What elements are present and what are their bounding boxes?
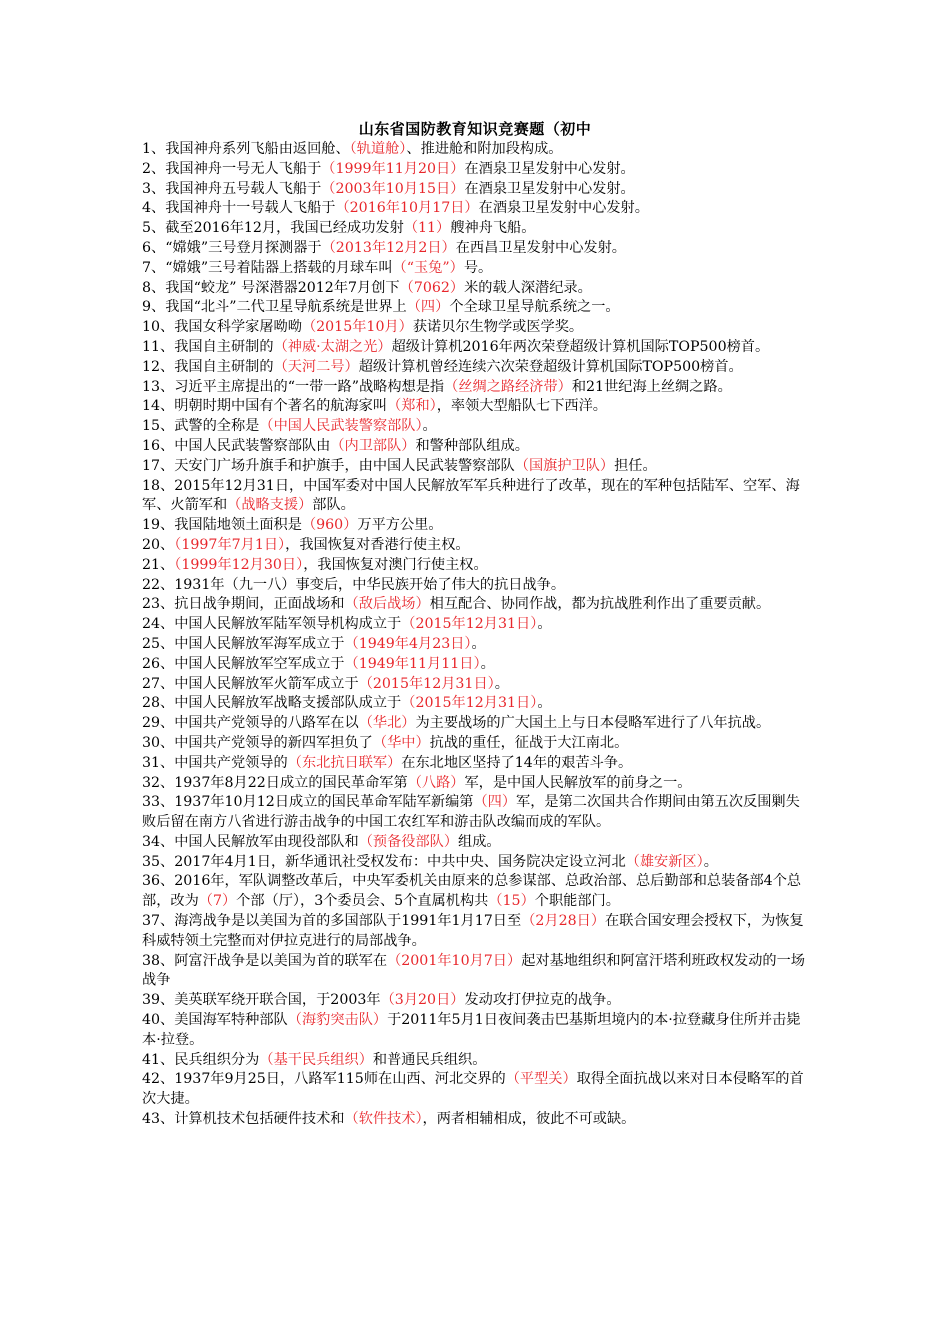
- question-item: [142, 774, 810, 794]
- answer-text: （四）: [473, 794, 517, 811]
- question-text: 组成。: [458, 833, 501, 850]
- question-item: [142, 1110, 810, 1130]
- question-text: 在酒泉卫星发射中心发射。: [478, 200, 649, 217]
- question-text: 26、中国人民解放军空军成立于: [142, 655, 345, 672]
- question-text: 11、我国自主研制的: [142, 338, 274, 355]
- answer-text: （海豹突击队）: [287, 1012, 388, 1029]
- answer-text: （15）: [488, 893, 535, 910]
- answer-text: （神威·太湖之光）: [273, 338, 392, 355]
- question-item: [142, 516, 810, 536]
- question-item: [142, 793, 810, 833]
- question-item: [142, 239, 810, 259]
- question-item: [142, 734, 810, 754]
- question-text: ，两者相辅相成，彼此不可或缺。: [422, 1111, 636, 1128]
- question-text: 43、计算机技术包括硬件技术和: [142, 1111, 345, 1128]
- question-text: 14、明朝时期中国有个著名的航海家叫: [142, 398, 388, 415]
- answer-text: （2013年12月2日）: [321, 239, 456, 256]
- question-text: 27、中国人民解放军火箭军成立于: [142, 675, 359, 692]
- question-item: [142, 595, 810, 615]
- question-item: [142, 378, 810, 398]
- answer-text: （敌后战场）: [344, 596, 430, 613]
- question-text: 在联合国安理会授权下，为恢复科威特领土完整而对伊拉克进行的局部战争。: [142, 913, 804, 949]
- question-text: 16、中国人民武装警察部队由: [142, 437, 331, 454]
- question-item: [142, 477, 810, 517]
- question-text: 20、: [142, 536, 175, 553]
- answer-text: （丝绸之路经济带）: [444, 378, 572, 395]
- question-item: [142, 259, 810, 279]
- question-item: [142, 457, 810, 477]
- question-text: 1、我国神舟系列飞船由返回舱、: [142, 141, 350, 157]
- question-text: 号。: [463, 259, 493, 276]
- question-text: 8、我国“蛟龙” 号深潜器2012年7月创下: [142, 279, 400, 296]
- question-text: 军，是第二次国共合作期间由第五次反围剿失败后留在南方八省进行游击战争的中国工农红军和游击队改编而成的军队。: [142, 794, 800, 831]
- answer-text: （1949年11月11日）: [344, 655, 481, 672]
- question-item: [142, 437, 810, 457]
- question-text: 。: [703, 853, 718, 870]
- question-text: 13、习近平主席提出的“一带一路”战略构想是指: [142, 378, 445, 395]
- question-item: [142, 279, 810, 299]
- question-item: [142, 417, 810, 437]
- question-item: [142, 754, 810, 774]
- answer-text: （郑和）: [387, 398, 437, 415]
- question-text: 于2011年5月1日夜间袭击巴基斯坦境内的本·拉登藏身住所并击毙本·拉登。: [142, 1012, 801, 1048]
- question-item: [142, 1070, 810, 1110]
- document-title: 山东省国防教育知识竞赛题（初中: [358, 120, 592, 138]
- answer-text: （11）: [403, 220, 451, 237]
- question-item: [142, 140, 810, 160]
- question-item: [142, 991, 810, 1011]
- question-text: 22、1931年（九一八）事变后，中华民族开始了伟大的抗日战争。: [142, 576, 566, 593]
- question-text: 39、美英联军绕开联合国，于2003年: [142, 992, 381, 1009]
- question-text: 6、“嫦娥”三号登月探测器于: [142, 239, 322, 256]
- question-item: [142, 714, 810, 734]
- question-item: [142, 872, 810, 912]
- question-text: 和警种部队组成。: [415, 437, 529, 454]
- answer-text: （软件技术）: [344, 1111, 423, 1128]
- question-text: ，我国恢复对香港行使主权。: [285, 536, 470, 553]
- question-text: 5、截至2016年12月，我国已经成功发射: [142, 220, 404, 237]
- question-text: 24、中国人民解放军陆军领导机构成立于: [142, 616, 402, 633]
- answer-text: （八路）: [407, 774, 465, 791]
- question-text: 7、“嫦娥”三号着陆器上搭载的月球车叫: [142, 259, 393, 276]
- question-text: 个职能部门。: [534, 893, 620, 910]
- question-item: [142, 694, 810, 714]
- question-text: 34、中国人民解放军由现役部队和: [142, 833, 359, 850]
- question-text: 41、民兵组织分为: [142, 1051, 260, 1068]
- question-text: ，我国恢复对澳门行使主权。: [303, 556, 488, 573]
- question-text: 15、武警的全称是: [142, 418, 260, 435]
- question-item: [142, 833, 810, 853]
- answer-text: （2001年10月7日）: [387, 952, 522, 969]
- question-text: 在东北地区坚持了14年的艰苦斗争。: [401, 754, 633, 771]
- question-item: [142, 952, 810, 992]
- answer-text: （7062）: [399, 279, 465, 296]
- answer-text: （平型关）: [505, 1071, 577, 1088]
- question-text: 17、天安门广场升旗手和护旗手，由中国人民武装警察部队: [142, 457, 515, 474]
- answer-text: （轨道舱）: [349, 141, 407, 157]
- question-text: 2、我国神舟一号无人飞船于: [142, 160, 322, 177]
- question-text: 米的载人深潜纪录。: [464, 279, 592, 296]
- question-list: [142, 140, 810, 1130]
- question-text: 在酒泉卫星发射中心发射。: [464, 180, 635, 197]
- answer-text: （战略支援）: [227, 497, 313, 514]
- answer-text: （四）: [406, 299, 450, 316]
- question-text: 4、我国神舟十一号载人飞船于: [142, 200, 336, 217]
- question-text: 40、美国海军特种部队: [142, 1012, 288, 1029]
- question-item: [142, 180, 810, 200]
- answer-text: （“玉兔”）: [392, 259, 464, 276]
- question-item: [142, 338, 810, 358]
- answer-text: （2月28日）: [521, 913, 606, 930]
- question-item: [142, 199, 810, 219]
- question-text: 35、2017年4月1日，新华通讯社受权发布：中共中央、国务院决定设立河北: [142, 853, 626, 870]
- question-text: 。: [471, 635, 486, 652]
- question-text: 。: [422, 418, 437, 435]
- question-item: [142, 358, 810, 378]
- question-text: 32、1937年8月22日成立的国民革命军第: [142, 774, 408, 791]
- question-text: 9、我国“北斗”二代卫星导航系统是世界上: [142, 299, 407, 316]
- question-text: 超级计算机曾经连续六次荣登超级计算机国际TOP500榜首。: [358, 358, 743, 375]
- question-text: 在西昌卫星发射中心发射。: [455, 239, 626, 256]
- question-text: 。: [537, 695, 552, 712]
- question-text: 33、1937年10月12日成立的国民革命军陆军新编第: [142, 794, 474, 811]
- answer-text: （2015年10月）: [301, 319, 413, 336]
- question-text: 个部（厅），3个委员会、5个直属机构共: [236, 893, 489, 910]
- question-text: 30、中国共产党领导的新四军担负了: [142, 734, 373, 751]
- answer-text: （960）: [301, 517, 358, 534]
- question-text: 37、海湾战争是以美国为首的多国部队于1991年1月17日至: [142, 913, 522, 930]
- question-text: ，率领大型船队七下西洋。: [436, 398, 607, 415]
- question-text: 担任。: [614, 457, 657, 474]
- answer-text: （2015年12月31日）: [358, 675, 495, 692]
- question-item: [142, 635, 810, 655]
- answer-text: （华北）: [358, 715, 416, 732]
- question-text: 。: [494, 675, 509, 692]
- question-text: 3、我国神舟五号载人飞船于: [142, 180, 322, 197]
- question-text: 42、1937年9月25日，八路军115师在山西、河北交界的: [142, 1071, 506, 1088]
- question-item: [142, 615, 810, 635]
- question-text: 起对基地组织和阿富汗塔利班政权发动的一场战争: [142, 952, 805, 989]
- answer-text: （2015年12月31日）: [401, 695, 538, 712]
- answer-text: （国旗护卫队）: [514, 457, 615, 474]
- answer-text: （内卫部队）: [330, 437, 416, 454]
- answer-text: （中国人民武装警察部队）: [259, 418, 423, 435]
- question-text: 10、我国女科学家屠呦呦: [142, 319, 302, 336]
- answer-text: （2015年12月31日）: [401, 616, 538, 633]
- question-item: [142, 675, 810, 695]
- answer-text: （1997年7月1日）: [174, 536, 286, 553]
- question-text: 发动攻打伊拉克的战争。: [464, 992, 621, 1009]
- question-item: [142, 556, 810, 576]
- answer-text: （2016年10月17日）: [335, 200, 479, 217]
- question-item: [142, 576, 810, 596]
- question-text: 艘神舟飞船。: [450, 220, 536, 237]
- question-text: 个全球卫星导航系统之一。: [449, 299, 620, 316]
- question-item: [142, 318, 810, 338]
- question-text: 获诺贝尔生物学或医学奖。: [412, 319, 584, 336]
- question-text: 相互配合、协同作战，都为抗战胜利作出了重要贡献。: [429, 596, 771, 613]
- question-text: 万平方公里。: [357, 517, 443, 534]
- question-item: [142, 912, 810, 952]
- question-text: 和21世纪海上丝绸之路。: [571, 378, 732, 395]
- answer-text: （预备役部队）: [358, 833, 459, 850]
- question-text: 军，是中国人民解放军的前身之一。: [464, 774, 692, 791]
- question-text: 19、我国陆地领土面积是: [142, 517, 302, 534]
- question-text: 29、中国共产党领导的八路军在以: [142, 715, 359, 732]
- answer-text: （华中）: [372, 734, 430, 751]
- answer-text: （东北抗日联军）: [287, 754, 402, 771]
- question-text: 。: [480, 655, 495, 672]
- answer-text: （2003年10月15日）: [321, 180, 465, 197]
- question-item: [142, 655, 810, 675]
- question-item: [142, 219, 810, 239]
- answer-text: （天河二号）: [273, 358, 359, 375]
- question-text: 21、: [142, 556, 175, 573]
- question-text: 为主要战场的广大国土上与日本侵略军进行了八年抗战。: [415, 715, 771, 732]
- answer-text: （3月20日）: [380, 992, 465, 1009]
- answer-text: （1999年12月30日）: [174, 556, 304, 573]
- question-text: 28、中国人民解放军战略支援部队成立于: [142, 695, 402, 712]
- question-text: 抗战的重任，征战于大江南北。: [429, 734, 629, 751]
- question-text: 25、中国人民解放军海军成立于: [142, 635, 345, 652]
- question-item: [142, 1011, 810, 1051]
- question-text: 和普通民兵组织。: [372, 1051, 487, 1068]
- question-item: [142, 853, 810, 873]
- answer-text: （1999年11月20日）: [321, 160, 465, 177]
- question-text: 在酒泉卫星发射中心发射。: [464, 160, 635, 177]
- question-text: 。: [537, 616, 552, 633]
- question-text: 36、2016年，军队调整改革后，中央军委机关由原来的总参谋部、总政治部、总后勤部和总装备部4个总部，改为: [142, 873, 802, 910]
- question-text: 、推进舱和附加段构成。: [406, 141, 563, 157]
- question-item: [142, 298, 810, 318]
- question-text: 12、我国自主研制的: [142, 358, 274, 375]
- question-text: 超级计算机2016年两次荣登超级计算机国际TOP500榜首。: [391, 338, 770, 355]
- question-text: 23、抗日战争期间，正面战场和: [142, 596, 345, 613]
- answer-text: （7）: [198, 893, 237, 910]
- question-text: 18、2015年12月31日，中国军委对中国人民解放军军兵种进行了改革，现在的军种包括陆军、空军、海军、火箭军和: [142, 477, 800, 514]
- question-item: [142, 397, 810, 417]
- question-text: 部队。: [312, 497, 355, 514]
- answer-text: （1949年4月23日）: [344, 635, 472, 652]
- answer-text: （基干民兵组织）: [259, 1051, 373, 1068]
- question-text: 38、阿富汗战争是以美国为首的联军在: [142, 952, 388, 969]
- question-item: [142, 160, 810, 180]
- question-text: 取得全面抗战以来对日本侵略军的首次大捷。: [142, 1071, 804, 1108]
- question-item: [142, 536, 810, 556]
- question-text: 31、中国共产党领导的: [142, 754, 288, 771]
- answer-text: （雄安新区）: [625, 853, 704, 870]
- question-item: [142, 1051, 810, 1071]
